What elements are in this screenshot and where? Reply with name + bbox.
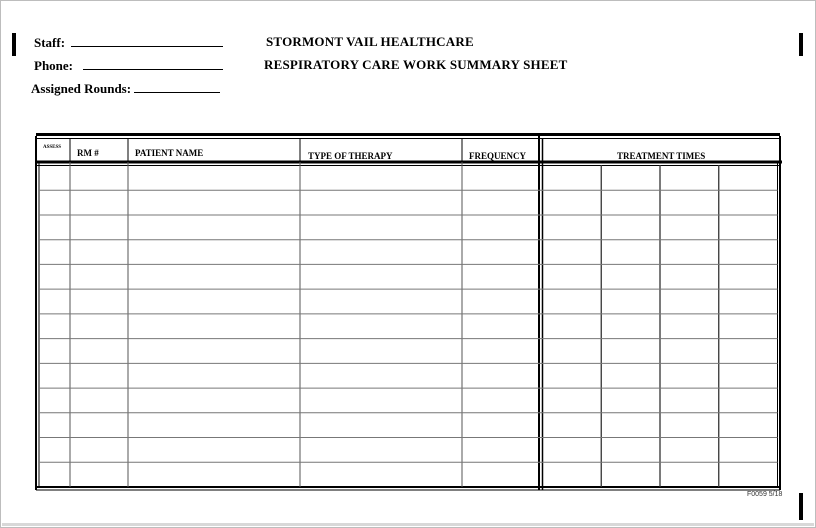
column-header-patient-name: PATIENT NAME — [135, 148, 204, 158]
sheet-title: RESPIRATORY CARE WORK SUMMARY SHEET — [264, 57, 568, 72]
organization-name: STORMONT VAIL HEALTHCARE — [266, 34, 474, 49]
table-grid-lines — [36, 135, 782, 491]
column-header-frequency: FREQUENCY — [469, 151, 527, 161]
column-header-therapy: TYPE OF THERAPY — [308, 151, 393, 161]
phone-label: Phone: — [34, 58, 73, 73]
column-header-room: RM # — [77, 148, 99, 158]
column-header-treatment-times: TREATMENT TIMES — [617, 151, 706, 161]
column-header-assess: ASSESS — [43, 145, 62, 150]
assigned-rounds-label: Assigned Rounds: — [31, 81, 132, 96]
staff-label: Staff: — [34, 35, 66, 50]
form-code: F0059 5/18 — [747, 491, 783, 498]
